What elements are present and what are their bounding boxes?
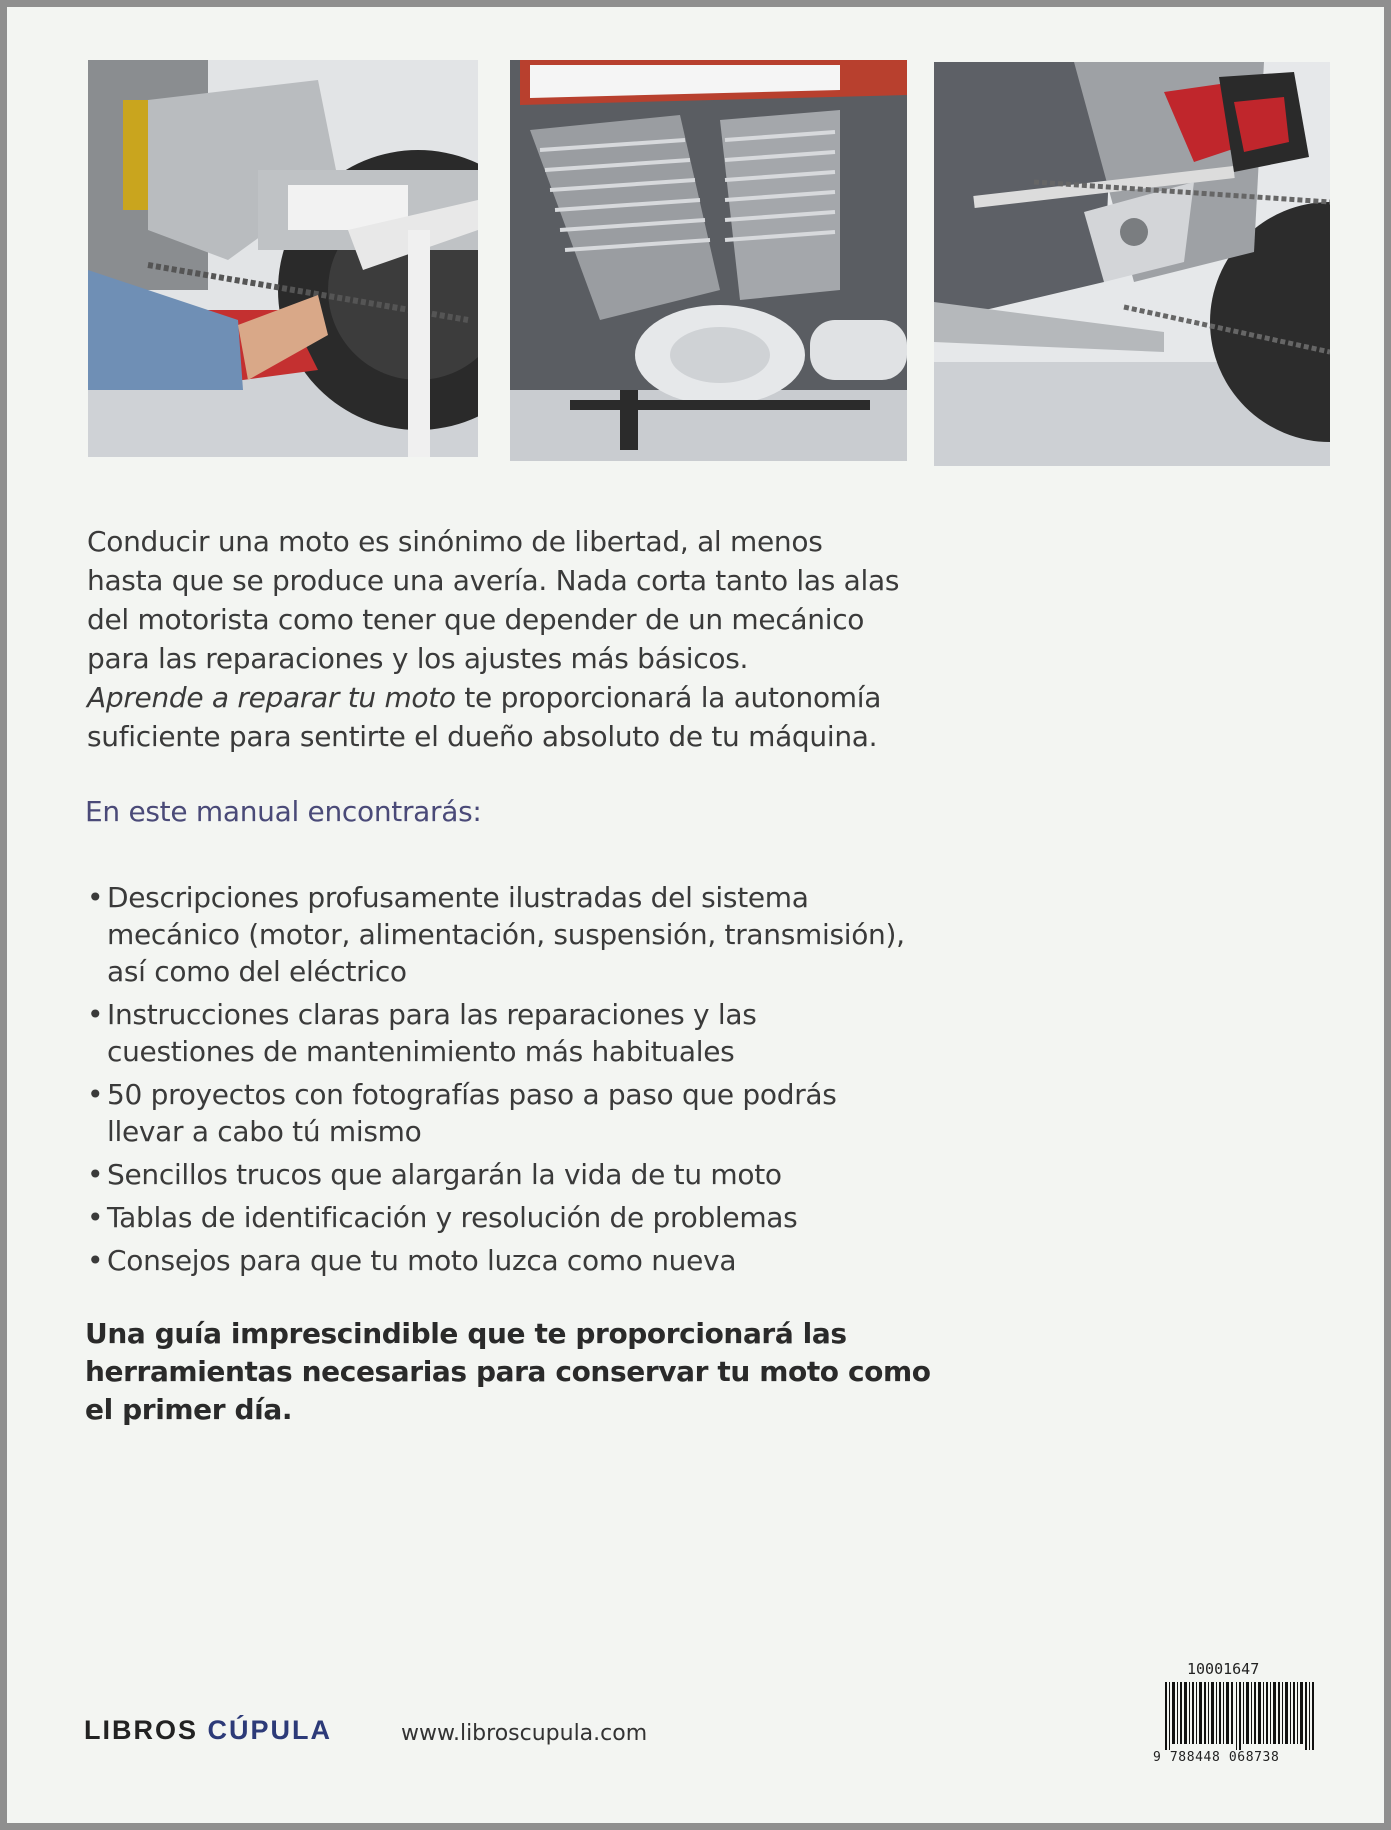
closing-statement: Una guía imprescindible que te proporcionará las herramientas necesarias para conservar tu moto como el primer día. <box>85 1317 931 1426</box>
bullet-icon: • <box>87 881 104 914</box>
publisher-logo: LIBROS CÚPULA <box>84 1715 333 1745</box>
list-item: • Sencillos trucos que alargarán la vida de tu moto <box>87 1158 782 1191</box>
book-title: Aprende a reparar tu moto <box>87 681 456 714</box>
publisher-website: www.libroscupula.com <box>401 1721 648 1746</box>
photo-rear-set-footpeg <box>934 62 1330 466</box>
bullet-icon: • <box>87 998 104 1031</box>
list-item: • Tablas de identificación y resolución de problemas <box>87 1201 798 1234</box>
list-item: • Instrucciones claras para las reparaciones y las cuestiones de mantenimiento más habituales <box>87 998 757 1068</box>
feature-list <box>87 879 907 1285</box>
back-cover <box>7 7 1384 1823</box>
bullet-icon: • <box>87 1078 104 1111</box>
barcode-digits: 9 788448 068738 <box>1153 1750 1280 1765</box>
barcode <box>1153 1660 1321 1770</box>
section-title: En este manual encontrarás: <box>85 795 482 828</box>
photo-chain-adjustment <box>88 60 478 457</box>
intro-paragraph-2-rest: te proporcionará la autonomía suficiente para sentirte el dueño absoluto de tu máquina. <box>87 681 882 753</box>
list-item: • 50 proyectos con fotografías paso a paso que podrás llevar a cabo tú mismo <box>87 1078 837 1148</box>
barcode-id: 10001647 <box>1187 1660 1260 1678</box>
bullet-icon: • <box>87 1244 104 1277</box>
intro-text <box>87 522 907 756</box>
bullet-icon: • <box>87 1158 104 1191</box>
list-item: • Descripciones profusamente ilustradas del sistema mecánico (motor, alimentación, suspensión, transmisión), así como del eléctrico <box>87 881 905 988</box>
intro-paragraph-2 <box>87 678 907 756</box>
bullet-icon: • <box>87 1201 104 1234</box>
intro-paragraph-1: Conducir una moto es sinónimo de libertad, al menos hasta que se produce una avería. Nada corta tanto las alas del motorista como tener que depender de un mecánico para las reparaciones y los ajustes más básicos. <box>87 525 900 675</box>
list-item: • Consejos para que tu moto luzca como nueva <box>87 1244 737 1277</box>
photo-v-twin-engine <box>510 60 907 461</box>
barcode-bars <box>1165 1682 1315 1750</box>
